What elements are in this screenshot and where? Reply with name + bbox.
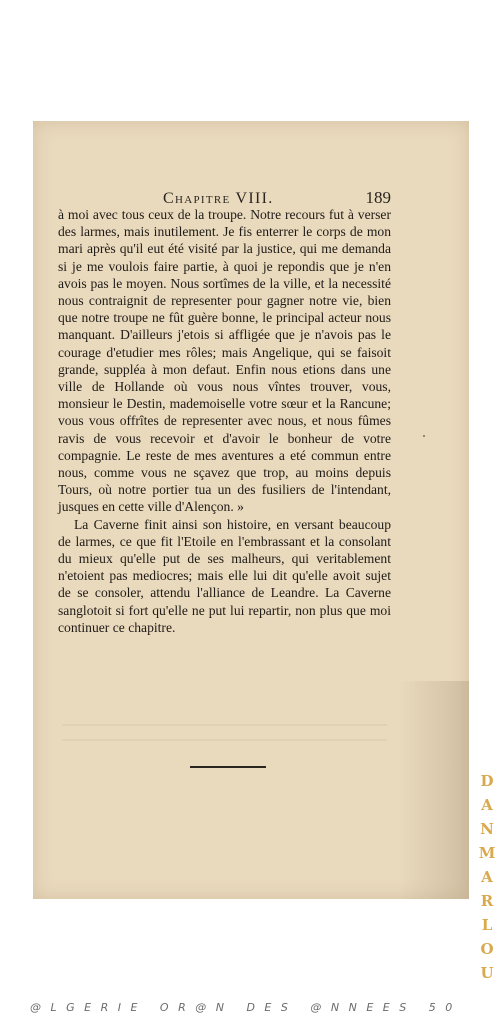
watermark-letter: A [481, 796, 493, 814]
watermark-letter: N [480, 820, 494, 838]
watermark-letter: R [480, 892, 494, 910]
page-number: 189 [365, 188, 391, 207]
bottom-watermark: @LGERIE OR@N DES @NNEES 50 [30, 1001, 462, 1014]
watermark-letter: D [480, 772, 494, 790]
page-shadow [399, 681, 469, 899]
watermark-letter: L [481, 916, 493, 934]
end-rule [190, 766, 266, 768]
paper-speck [423, 435, 425, 437]
chapter-title: Chapitre VIII. [163, 190, 274, 207]
bleed-through-text [62, 724, 387, 752]
watermark-letter: A [481, 868, 493, 886]
paragraph-2: La Caverne finit ainsi son histoire, en versant beaucoup de larmes, ce que fit l'Etoile en l'embrassant et la consolant du mieux qu'elle put de ses malheurs, qui veritablement n'etoient pas mediocres; mais elle lui dit qu'elle avoit sujet de se consoler, attendu l'alliance de Leandre. La Caverne sanglotoit si fort qu'elle ne put lui repartir, non plus que moi continuer ce chapitre. [58, 516, 391, 635]
page-header [163, 188, 391, 208]
paragraph-1: à moi avec tous ceux de la troupe. Notre recours fut à verser des larmes, mais inutilement. Je fis enterrer le corps de mon mari après qu'il eut été visité par la justice, qui me demanda si je me voulois faire partie, à quoi je repondis que je n'en avois pas le moyen. Nous sortîmes de la ville, et la necessité nous contraignit de representer pour gagner notre vie, bien que notre troupe ne fût guère bonne, le principal acteur nous manquant. D'ailleurs j'etois si affligée que je n'avois pas le courage d'etudier mes rôles; mais Angelique, qui se faisoit grande, suppléa à mon defaut. Enfin nous etions dans une ville de Hollande où vous nous vîntes trouver, vous, monsieur le Destin, mademoiselle votre sœur et la Rancune; vous vous offrîtes de representer avec nous, et nous fûmes ravis de vous recevoir et d'avoir le bonheur de votre compagnie. Le reste de mes aventures a eté commun entre nous, comme vous ne sçavez que trop, au moins depuis Tours, où notre portier tua un des fusiliers de l'intendant, jusques en cette ville d'Alençon. » [58, 207, 391, 515]
watermark-letter: U [480, 964, 494, 982]
side-watermark [478, 772, 496, 982]
watermark-letter: O [480, 940, 494, 958]
body-text [58, 206, 391, 636]
watermark-letter: M [478, 844, 496, 862]
